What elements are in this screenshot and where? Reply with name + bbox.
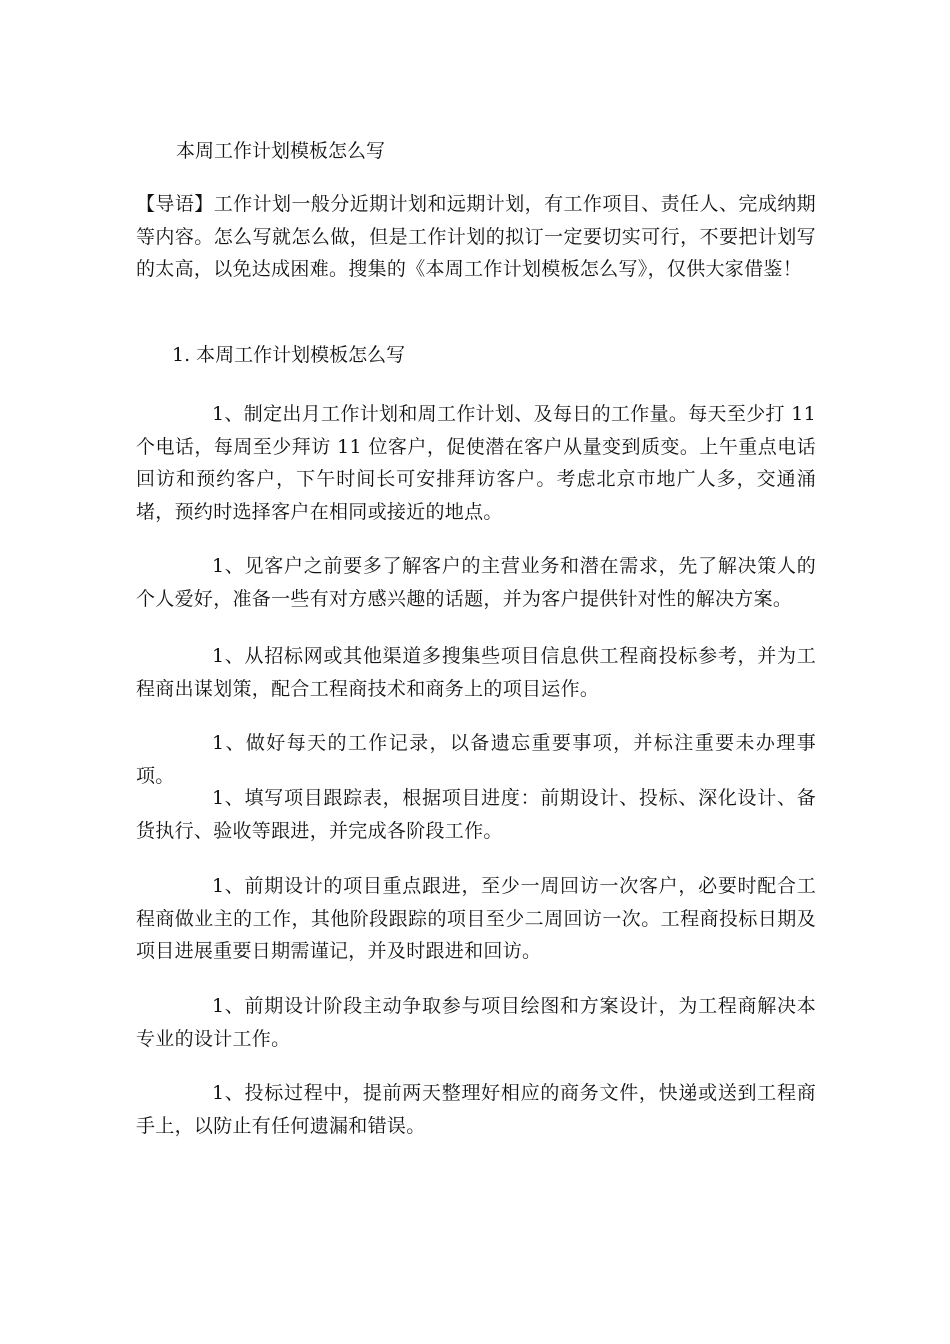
- section-heading: 1. 本周工作计划模板怎么写: [172, 344, 406, 366]
- item-paragraph-6: 1、前期设计的项目重点跟进，至少一周回访一次客户，必要时配合工程商做业主的工作，其他阶段跟踪的项目至少二周回访一次。工程商投标日期及项目进展重要日期需谨记，并及时跟进和回访。: [136, 875, 816, 962]
- intro-paragraph: 【导语】工作计划一般分近期计划和远期计划，有工作项目、责任人、完成纳期等内容。怎么写就怎么做，但是工作计划的拟订一定要切实可行，不要把计划写的太高，以免达成困难。搜集的《本周工作计划模板怎么写》，仅供大家借鉴！: [136, 193, 816, 280]
- item-paragraph-4: 1、做好每天的工作记录，以备遗忘重要事项，并标注重要未办理事项。: [136, 732, 816, 787]
- item-paragraph-1: 1、制定出月工作计划和周工作计划、及每日的工作量。每天至少打 11 个电话，每周至少拜访 11 位客户，促使潜在客户从量变到质变。上午重点电话回访和预约客户，下午时间长可安排拜访客户。考虑北京市地广人多，交通涌堵，预约时选择客户在相同或接近的地点。: [136, 403, 816, 523]
- item-paragraph-7: 1、前期设计阶段主动争取参与项目绘图和方案设计，为工程商解决本专业的设计工作。: [136, 995, 816, 1050]
- item-paragraph-8: 1、投标过程中，提前两天整理好相应的商务文件，快递或送到工程商手上，以防止有任何遗漏和错误。: [136, 1082, 816, 1137]
- item-paragraph-5: 1、填写项目跟踪表，根据项目进度：前期设计、投标、深化设计、备货执行、验收等跟进，并完成各阶段工作。: [136, 787, 816, 842]
- document-title: 本周工作计划模板怎么写: [176, 140, 386, 162]
- item-paragraph-3: 1、从招标网或其他渠道多搜集些项目信息供工程商投标参考，并为工程商出谋划策，配合工程商技术和商务上的项目运作。: [136, 645, 816, 700]
- item-paragraph-2: 1、见客户之前要多了解客户的主营业务和潜在需求，先了解决策人的个人爱好，准备一些有对方感兴趣的话题，并为客户提供针对性的解决方案。: [136, 555, 816, 610]
